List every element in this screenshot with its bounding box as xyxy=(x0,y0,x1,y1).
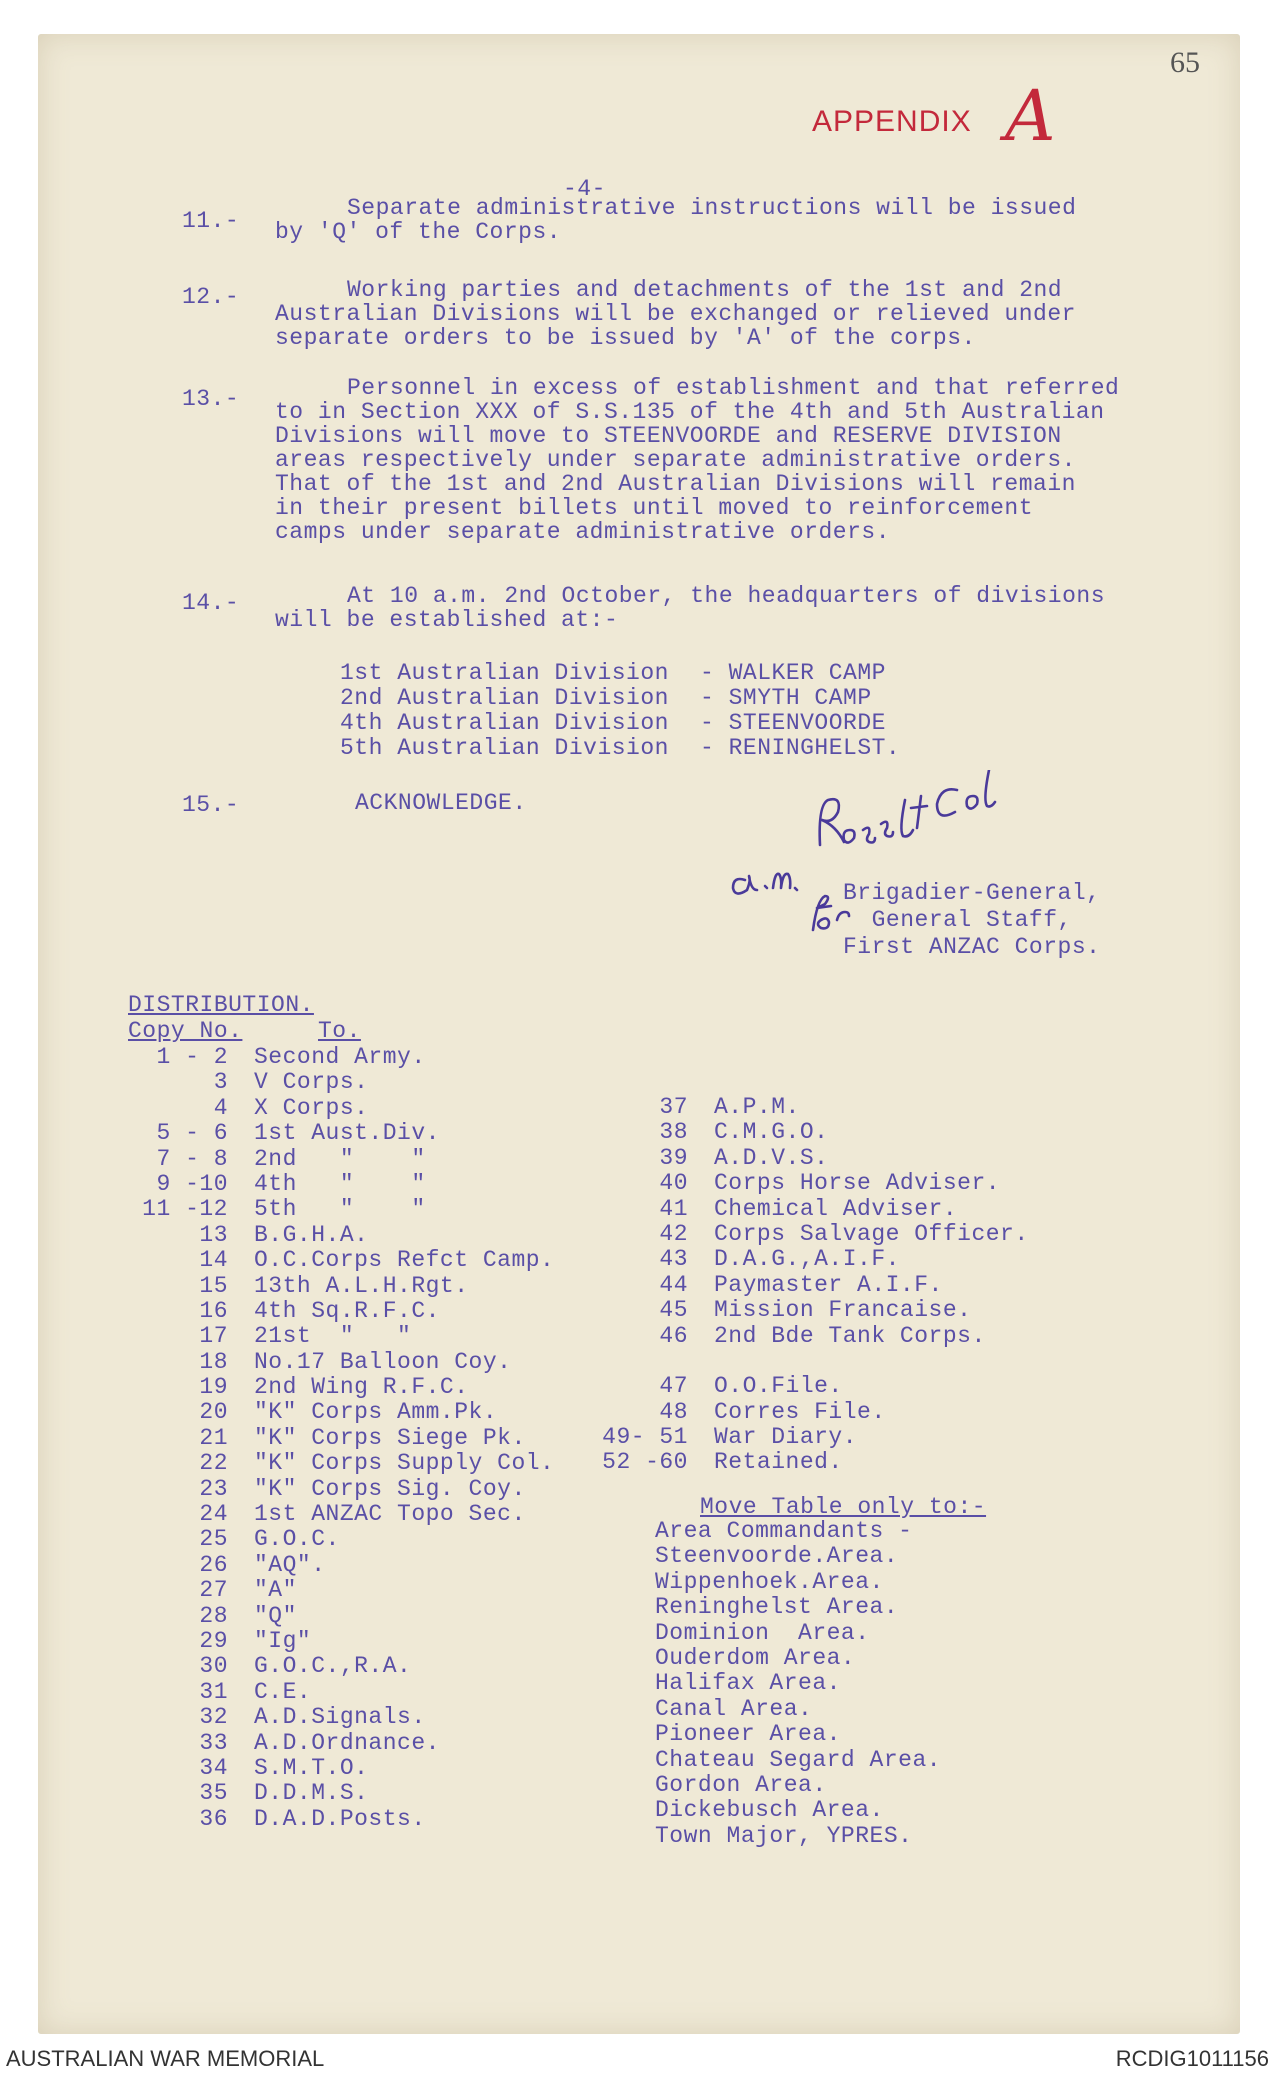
distribution-right-list xyxy=(588,1094,1029,1475)
copy-number: 3 xyxy=(213,1069,228,1096)
copy-number: 29 xyxy=(199,1627,228,1654)
move-table-item: Steenvoorde.Area. xyxy=(655,1543,899,1570)
distribution-row xyxy=(128,1298,554,1323)
copy-number: 22 xyxy=(199,1450,228,1477)
distribution-row xyxy=(128,1146,554,1171)
recipient: 1st ANZAC Topo Sec. xyxy=(254,1501,526,1528)
recipient: Mission Francaise. xyxy=(714,1297,972,1324)
recipient: 2nd Bde Tank Corps. xyxy=(714,1322,986,1349)
paragraph-line: Australian Divisions will be exchanged or relieved under xyxy=(275,301,1076,327)
recipient: Second Army. xyxy=(254,1044,426,1070)
distribution-row xyxy=(128,1730,554,1755)
distribution-row xyxy=(128,1120,554,1145)
distribution-row xyxy=(128,1374,554,1399)
move-table-item: Pioneer Area. xyxy=(655,1721,841,1748)
recipient: "AQ". xyxy=(254,1551,326,1578)
recipient: Retained. xyxy=(714,1449,843,1476)
copy-number: 23 xyxy=(199,1475,228,1502)
distribution-row xyxy=(588,1449,1029,1474)
recipient: O.O.File. xyxy=(714,1373,843,1400)
distribution-row xyxy=(588,1297,1029,1322)
distribution-row xyxy=(128,1476,554,1501)
recipient: O.C.Corps Refct Camp. xyxy=(254,1247,555,1274)
distribution-row xyxy=(128,1425,554,1450)
recipient: D.A.D.Posts. xyxy=(254,1805,426,1832)
distribution-row xyxy=(128,1069,554,1094)
copy-number: 32 xyxy=(199,1704,228,1731)
copy-number: 45 xyxy=(659,1297,688,1324)
distribution-row xyxy=(128,1628,554,1653)
paragraph-line: Divisions will move to STEENVOORDE and RESERVE DIVISION xyxy=(275,423,1062,449)
paragraph-line: At 10 a.m. 2nd October, the headquarters of divisions xyxy=(347,583,1106,609)
copy-number-header: Copy No. xyxy=(128,1018,243,1044)
recipient: C.M.G.O. xyxy=(714,1119,829,1146)
distribution-row xyxy=(588,1196,1029,1221)
distribution-row xyxy=(128,1755,554,1780)
move-table-item: Ouderdom Area. xyxy=(655,1644,856,1671)
copy-number: 34 xyxy=(199,1754,228,1781)
move-table-list xyxy=(655,1518,941,1848)
recipient: 21st " " xyxy=(254,1323,412,1350)
hq-division: 5th Australian Division xyxy=(340,735,669,761)
distribution-row xyxy=(588,1399,1029,1424)
signed-by-line: Brigadier-General, xyxy=(843,880,1101,906)
copy-number: 11 -12 xyxy=(142,1196,228,1223)
copy-number: 27 xyxy=(199,1577,228,1604)
move-table-item: Town Major, YPRES. xyxy=(655,1822,913,1849)
distribution-row xyxy=(128,1679,554,1704)
recipient: Corres File. xyxy=(714,1398,886,1425)
hq-location: - RENINGHELST. xyxy=(700,735,901,761)
recipient: A.D.Signals. xyxy=(254,1704,426,1731)
copy-number: 39 xyxy=(659,1144,688,1171)
copy-number: 25 xyxy=(199,1526,228,1553)
distribution-row xyxy=(128,1780,554,1805)
copy-number: 33 xyxy=(199,1729,228,1756)
distribution-heading: DISTRIBUTION. xyxy=(128,992,314,1018)
recipient: Paymaster A.I.F. xyxy=(714,1271,943,1298)
paragraph-line: Separate administrative instructions will be issued xyxy=(347,195,1077,221)
recipient: B.G.H.A. xyxy=(254,1221,369,1248)
distribution-row xyxy=(588,1094,1029,1119)
distribution-row xyxy=(128,1501,554,1526)
copy-number: 20 xyxy=(199,1399,228,1426)
distribution-row xyxy=(588,1145,1029,1170)
footer-institution: AUSTRALIAN WAR MEMORIAL xyxy=(6,2046,325,2071)
recipient: No.17 Balloon Coy. xyxy=(254,1348,512,1375)
move-table-item: Dickebusch Area. xyxy=(655,1797,884,1824)
copy-number: 21 xyxy=(199,1424,228,1451)
recipient: D.A.G.,A.I.F. xyxy=(714,1246,900,1273)
distribution-row xyxy=(128,1222,554,1247)
page-heading: -4- xyxy=(563,176,606,202)
recipient: C.E. xyxy=(254,1678,312,1705)
recipient: Chemical Adviser. xyxy=(714,1195,958,1222)
recipient: "K" Corps Sig. Coy. xyxy=(254,1475,526,1502)
paragraph-12 xyxy=(275,278,1175,350)
copy-number: 18 xyxy=(199,1348,228,1375)
distribution-row xyxy=(588,1221,1029,1246)
recipient: "A" xyxy=(254,1577,297,1604)
copy-number: 5 - 6 xyxy=(156,1120,228,1147)
copy-number: 41 xyxy=(659,1195,688,1222)
copy-number: 49- 51 xyxy=(602,1424,688,1451)
copy-number: 42 xyxy=(659,1220,688,1247)
distribution-row xyxy=(128,1704,554,1729)
copy-number: 36 xyxy=(199,1805,228,1832)
paragraph-line: separate orders to be issued by 'A' of the corps. xyxy=(275,325,976,351)
paragraph-14-number: 14.- xyxy=(182,590,240,616)
recipient: "Q" xyxy=(254,1602,297,1629)
distribution-row xyxy=(588,1272,1029,1297)
recipient: War Diary. xyxy=(714,1424,858,1451)
copy-number: 14 xyxy=(199,1247,228,1274)
recipient: A.P.M. xyxy=(714,1094,800,1120)
paragraph-15-number: 15.- xyxy=(182,792,240,818)
copy-number: 38 xyxy=(659,1119,688,1146)
recipient: G.O.C. xyxy=(254,1526,340,1553)
hq-division: 1st Australian Division xyxy=(340,660,669,686)
copy-number: 7 - 8 xyxy=(156,1145,228,1172)
acknowledge-text: ACKNOWLEDGE. xyxy=(355,790,527,816)
move-table-item: Reninghelst Area. xyxy=(655,1594,899,1621)
hq-row xyxy=(340,735,900,761)
recipient-header: To. xyxy=(318,1018,361,1044)
recipient: S.M.T.O. xyxy=(254,1754,369,1781)
distribution-row xyxy=(128,1323,554,1348)
copy-number: 17 xyxy=(199,1323,228,1350)
copy-number: 26 xyxy=(199,1551,228,1578)
distribution-row xyxy=(588,1424,1029,1449)
move-table-item: Dominion Area. xyxy=(655,1619,870,1646)
distribution-row xyxy=(128,1273,554,1298)
signed-by-line: General Staff, xyxy=(871,907,1072,933)
distribution-row xyxy=(128,1247,554,1272)
copy-number: 9 -10 xyxy=(156,1170,228,1197)
paragraph-line: Working parties and detachments of the 1st and 2nd xyxy=(347,277,1063,303)
copy-number: 52 -60 xyxy=(602,1449,688,1476)
paragraph-line: by 'Q' of the Corps. xyxy=(275,219,562,245)
distribution-row xyxy=(128,1095,554,1120)
distribution-row xyxy=(128,1603,554,1628)
distribution-row xyxy=(128,1806,554,1831)
paragraph-13 xyxy=(275,376,1175,544)
recipient: Corps Salvage Officer. xyxy=(714,1220,1029,1247)
paragraph-11-number: 11.- xyxy=(182,208,240,234)
distribution-row xyxy=(128,1526,554,1551)
distribution-row xyxy=(128,1653,554,1678)
move-table-heading: Move Table only to:- xyxy=(700,1494,987,1520)
hq-division: 4th Australian Division xyxy=(340,710,669,736)
recipient: 4th " " xyxy=(254,1170,426,1197)
copy-number: 4 xyxy=(213,1094,228,1121)
appendix-handwritten-letter: A xyxy=(1005,75,1056,157)
paragraph-line: areas respectively under separate administrative orders. xyxy=(275,447,1076,473)
move-table-item: Gordon Area. xyxy=(655,1771,827,1798)
hq-row xyxy=(340,710,886,736)
hq-division: 2nd Australian Division xyxy=(340,685,669,711)
recipient: A.D.V.S. xyxy=(714,1144,829,1171)
copy-number: 15 xyxy=(199,1272,228,1299)
distribution-row xyxy=(128,1577,554,1602)
copy-number: 31 xyxy=(199,1678,228,1705)
recipient: 2nd " " xyxy=(254,1145,426,1172)
recipient: D.D.M.S. xyxy=(254,1780,369,1807)
footer-reference: RCDIG1011156 xyxy=(1115,2046,1269,2071)
signed-by-line: First ANZAC Corps. xyxy=(843,934,1101,960)
copy-number: 47 xyxy=(659,1373,688,1400)
copy-number: 37 xyxy=(659,1094,688,1120)
distribution-row xyxy=(588,1246,1029,1271)
recipient: G.O.C.,R.A. xyxy=(254,1653,412,1680)
recipient: X Corps. xyxy=(254,1094,369,1121)
distribution-row xyxy=(128,1552,554,1577)
move-table-item: Area Commandants - xyxy=(655,1518,913,1544)
distribution-row xyxy=(128,1450,554,1475)
copy-number: 28 xyxy=(199,1602,228,1629)
hq-location: - STEENVOORDE xyxy=(700,710,886,736)
recipient: 2nd Wing R.F.C. xyxy=(254,1374,469,1401)
distribution-row xyxy=(128,1196,554,1221)
recipient: "K" Corps Siege Pk. xyxy=(254,1424,526,1451)
distribution-row xyxy=(128,1399,554,1424)
hq-row xyxy=(340,685,872,711)
distribution-left-list xyxy=(128,1044,554,1831)
recipient: "K" Corps Amm.Pk. xyxy=(254,1399,498,1426)
signature-block xyxy=(843,880,1100,961)
distribution-row xyxy=(588,1170,1029,1195)
move-table-item: Wippenhoek.Area. xyxy=(655,1568,884,1595)
paragraph-line: to in Section XXX of S.S.135 of the 4th and 5th Australian xyxy=(275,399,1105,425)
copy-number: 13 xyxy=(199,1221,228,1248)
distribution-row xyxy=(128,1349,554,1374)
paragraph-line: in their present billets until moved to reinforcement xyxy=(275,495,1034,521)
paragraph-14 xyxy=(275,584,1175,632)
paragraph-line: will be established at:- xyxy=(275,607,619,633)
recipient: V Corps. xyxy=(254,1069,369,1096)
recipient: 5th " " xyxy=(254,1196,426,1223)
recipient: "Ig" xyxy=(254,1627,312,1654)
copy-number: 48 xyxy=(659,1398,688,1425)
copy-number: 44 xyxy=(659,1271,688,1298)
hq-location: - SMYTH CAMP xyxy=(700,685,872,711)
copy-number: 24 xyxy=(199,1501,228,1528)
paragraph-12-number: 12.- xyxy=(182,284,240,310)
recipient: Corps Horse Adviser. xyxy=(714,1170,1001,1197)
copy-number: 35 xyxy=(199,1780,228,1807)
recipient: A.D.Ordnance. xyxy=(254,1729,440,1756)
copy-number: 46 xyxy=(659,1322,688,1349)
copy-number: 43 xyxy=(659,1246,688,1273)
move-table-item: Chateau Segard Area. xyxy=(655,1746,942,1773)
distribution-row xyxy=(588,1373,1029,1398)
distribution-row xyxy=(588,1323,1029,1348)
copy-number: 16 xyxy=(199,1297,228,1324)
hq-row xyxy=(340,660,886,686)
hq-location: - WALKER CAMP xyxy=(700,660,886,686)
recipient: 1st Aust.Div. xyxy=(254,1120,440,1147)
copy-number: 19 xyxy=(199,1374,228,1401)
recipient: "K" Corps Supply Col. xyxy=(254,1450,555,1477)
distribution-row xyxy=(588,1119,1029,1144)
copy-number: 30 xyxy=(199,1653,228,1680)
paragraph-line: camps under separate administrative orders. xyxy=(275,519,890,545)
recipient: 4th Sq.R.F.C. xyxy=(254,1297,440,1324)
move-table-item: Halifax Area. xyxy=(655,1670,841,1697)
paragraph-line: That of the 1st and 2nd Australian Divisions will remain xyxy=(275,471,1076,497)
distribution-row xyxy=(128,1044,554,1069)
copy-number: 1 - 2 xyxy=(156,1044,228,1070)
distribution-row xyxy=(128,1171,554,1196)
recipient: 13th A.L.H.Rgt. xyxy=(254,1272,469,1299)
distribution-row xyxy=(588,1348,1029,1373)
move-table-item: Canal Area. xyxy=(655,1695,813,1722)
paragraph-11 xyxy=(275,196,1175,244)
paragraph-line: Personnel in excess of establishment and that referred xyxy=(347,375,1120,401)
page-number: 65 xyxy=(1170,46,1200,79)
appendix-stamp: APPENDIX xyxy=(812,105,972,138)
copy-number: 40 xyxy=(659,1170,688,1197)
paragraph-13-number: 13.- xyxy=(182,386,240,412)
